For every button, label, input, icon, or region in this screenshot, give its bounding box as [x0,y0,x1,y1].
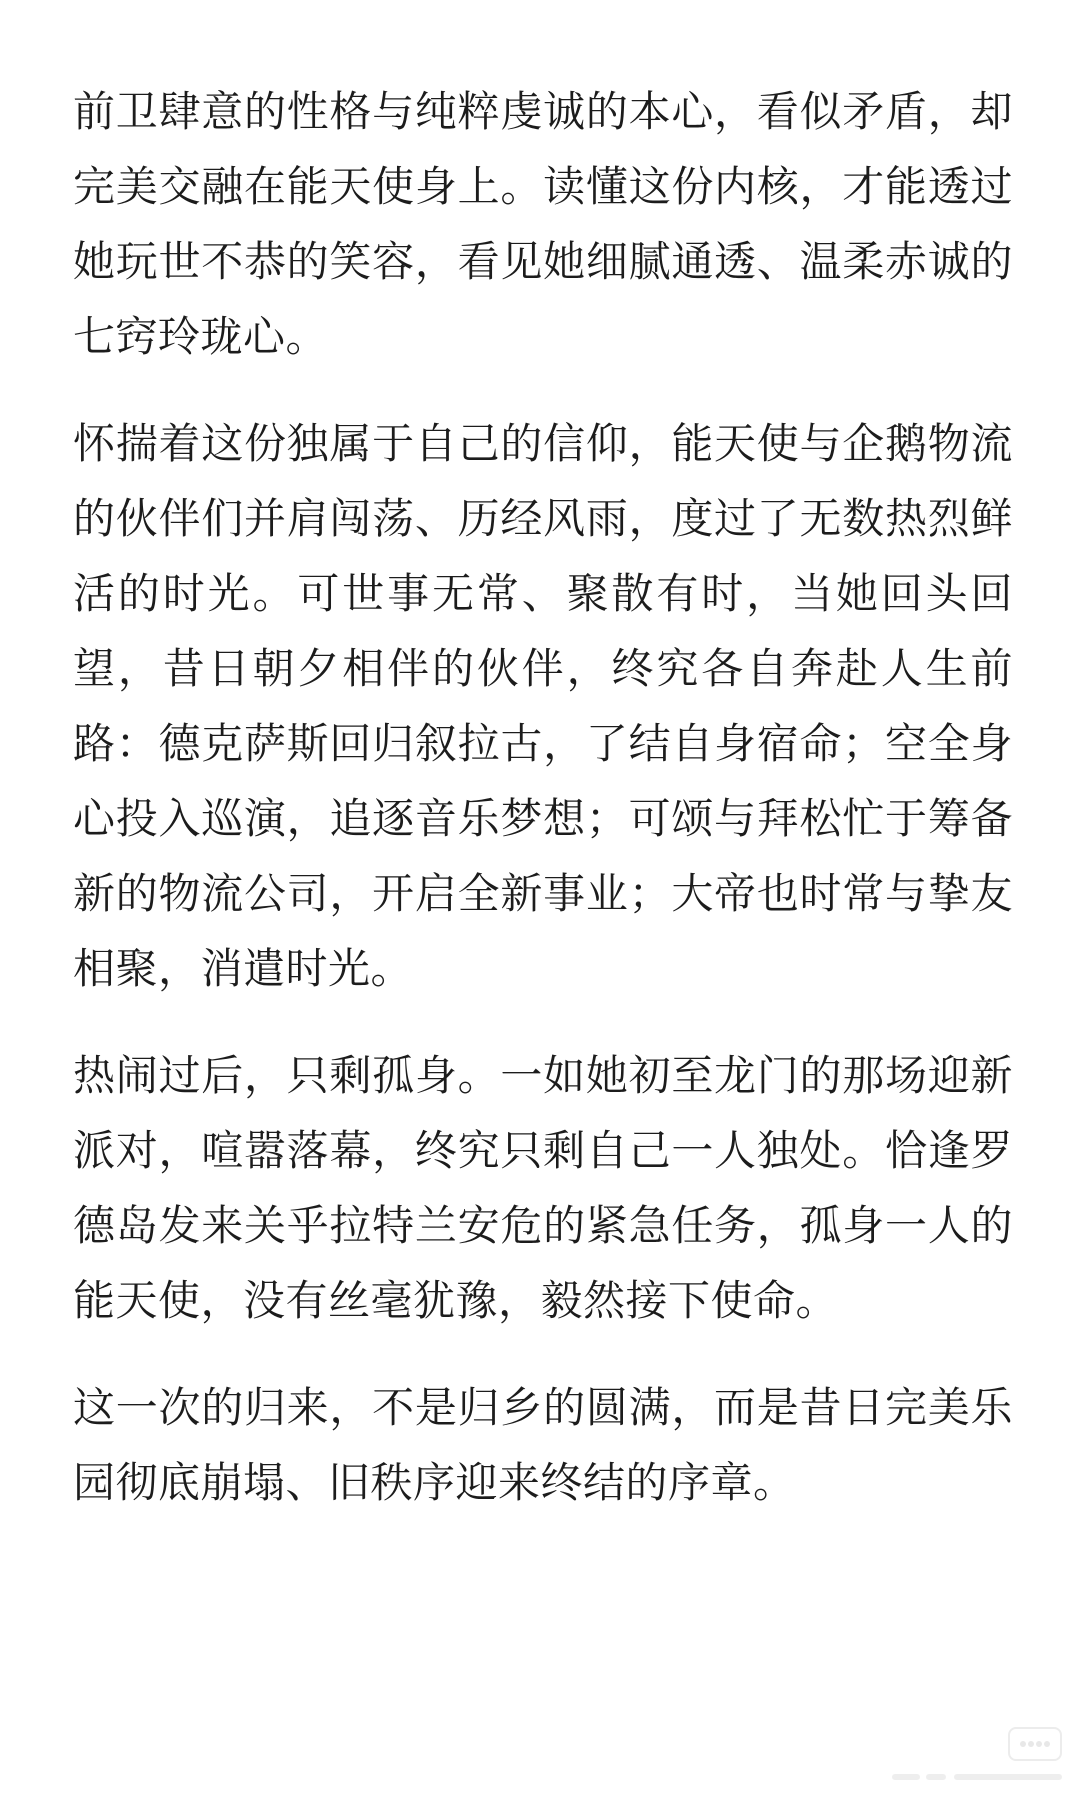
paragraph-4: 这一次的归来，不是归乡的圆满，而是昔日完美乐园彻底崩塌、旧秩序迎来终结的序章。 [73,1383,1013,1507]
article-body [73,74,1013,1552]
dots-logo-glyph [1018,1737,1052,1751]
paragraph-1: 前卫肆意的性格与纯粹虔诚的本心，看似矛盾，却完美交融在能天使身上。读懂这份内核，才能透过她玩世不恭的笑容，看见她细腻通透、温柔赤诚的七窍玲珑心。 [73,87,1013,361]
watermark-text [892,1767,1062,1786]
paragraph-3: 热闹过后，只剩孤身。一如她初至龙门的那场迎新派对，喧嚣落幕，终究只剩自己一人独处。恰逢罗德岛发来关乎拉特兰安危的紧急任务，孤身一人的能天使，没有丝毫犹豫，毅然接下使命。 [73,1051,1013,1325]
paragraph-2: 怀揣着这份独属于自己的信仰，能天使与企鹅物流的伙伴们并肩闯荡、历经风雨，度过了无数热烈鲜活的时光。可世事无常、聚散有时，当她回头回望，昔日朝夕相伴的伙伴，终究各自奔赴人生前路：德克萨斯回归叙拉古，了结自身宿命；空全身心投入巡演，追逐音乐梦想；可颂与拜松忙于筹备新的物流公司，开启全新事业；大帝也时常与挚友相聚，消遣时光。 [73,419,1013,993]
dots-logo-icon [1008,1727,1062,1761]
watermark [892,1727,1062,1786]
blurred-watermark-strip-icon [892,1772,1062,1782]
